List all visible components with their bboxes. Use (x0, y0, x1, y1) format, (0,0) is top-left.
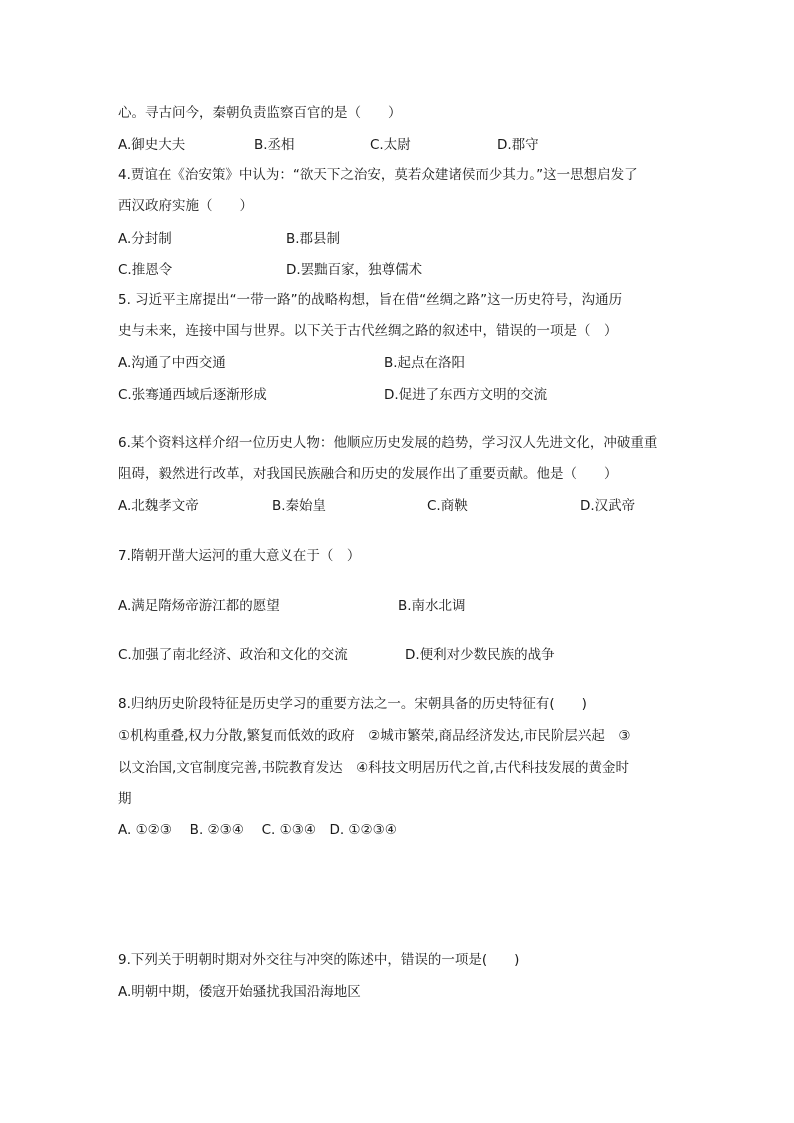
q8-statement-line2: 以文治国,文官制度完善,书院教育发达 ④科技文明居历代之首,古代科技发展的黄金时 (118, 760, 629, 776)
q7-option-b[interactable]: B.南水北调 (398, 598, 466, 614)
q6-option-b[interactable]: B.秦始皇 (272, 498, 327, 514)
q9-option-a[interactable]: A.明朝中期，倭寇开始骚扰我国沿海地区 (118, 984, 361, 1000)
q5-stem-line1: 5. 习近平主席提出“一带一路”的战略构想，旨在借“丝绸之路”这一历史符号，沟通历 (118, 292, 623, 308)
q4-stem-line2: 西汉政府实施（ ） (118, 198, 253, 214)
q8-options[interactable]: A. ①②③ B. ②③④ C. ①③④ D. ①②③④ (118, 822, 397, 838)
q8-statement-line1: ①机构重叠,权力分散,繁复而低效的政府 ②城市繁荣,商品经济发达,市民阶层兴起 ③ (118, 728, 631, 744)
q8-statement-line3: 期 (118, 791, 132, 807)
q3-option-d[interactable]: D.郡守 (497, 137, 539, 153)
q6-option-a[interactable]: A.北魏孝文帝 (118, 498, 199, 514)
q7-option-d[interactable]: D.便利对少数民族的战争 (405, 647, 555, 663)
q7-option-a[interactable]: A.满足隋炀帝游江都的愿望 (118, 598, 280, 614)
q9-stem: 9.下列关于明朝时期对外交往与冲突的陈述中，错误的一项是( ) (118, 952, 520, 968)
q3-option-c[interactable]: C.太尉 (370, 137, 411, 153)
q6-stem-line1: 6.某个资料这样介绍一位历史人物：他顺应历史发展的趋势，学习汉人先进文化，冲破重重 (118, 435, 658, 451)
q4-stem-line1: 4.贾谊在《治安策》中认为：“欲天下之治安，莫若众建诸侯而少其力。”这一思想启发了 (118, 167, 638, 183)
q4-option-a[interactable]: A.分封制 (118, 231, 172, 247)
q7-stem: 7.隋朝开凿大运河的重大意义在于（ ） (118, 548, 361, 564)
q6-option-c[interactable]: C.商鞅 (427, 498, 468, 514)
q3-option-b[interactable]: B.丞相 (254, 137, 295, 153)
q5-option-c[interactable]: C.张骞通西域后逐渐形成 (118, 387, 267, 403)
q5-option-d[interactable]: D.促进了东西方文明的交流 (384, 387, 548, 403)
q3-tail: 心。寻古问今，秦朝负责监察百官的是（ ） (118, 105, 402, 121)
q4-option-b[interactable]: B.郡县制 (286, 231, 341, 247)
q6-stem-line2: 阻碍，毅然进行改革，对我国民族融合和历史的发展作出了重要贡献。他是（ ） (118, 466, 618, 482)
q4-option-c[interactable]: C.推恩令 (118, 262, 173, 278)
q7-option-c[interactable]: C.加强了南北经济、政治和文化的交流 (118, 647, 348, 663)
q4-option-d[interactable]: D.罢黜百家，独尊儒术 (286, 262, 423, 278)
q6-option-d[interactable]: D.汉武帝 (580, 498, 636, 514)
q8-stem: 8.归纳历史阶段特征是历史学习的重要方法之一。宋朝具备的历史特征有( ) (118, 696, 587, 712)
q5-option-a[interactable]: A.沟通了中西交通 (118, 355, 226, 371)
q3-option-a[interactable]: A.御史大夫 (118, 137, 186, 153)
q5-option-b[interactable]: B.起点在洛阳 (384, 355, 466, 371)
q5-stem-line2: 史与未来，连接中国与世界。以下关于古代丝绸之路的叙述中，错误的一项是（ ） (118, 323, 618, 339)
